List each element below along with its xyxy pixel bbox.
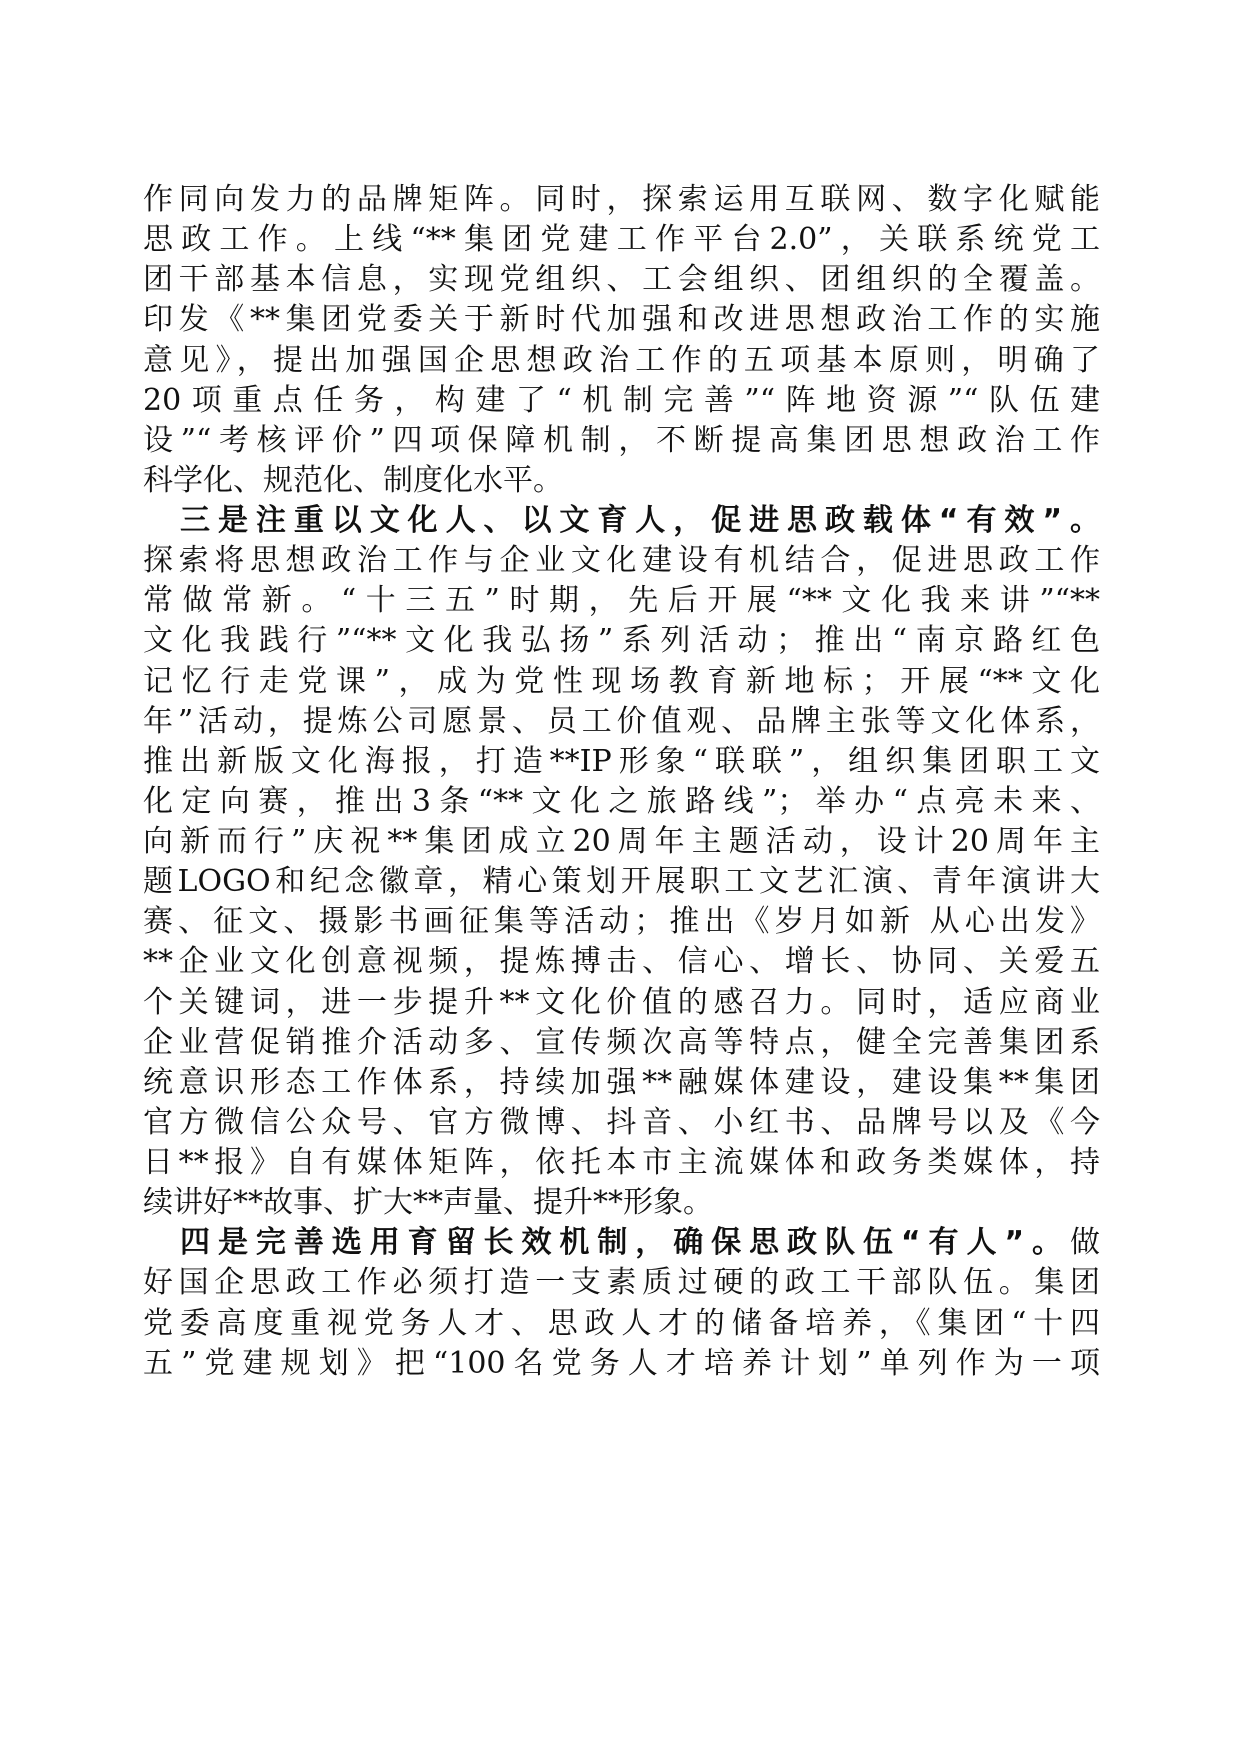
line-text: 文化我践行”“**文化我弘扬”系列活动；推出“南京路红色 bbox=[143, 623, 1100, 659]
line-text: 好国企思政工作必须打造一支素质过硬的政工干部队伍。集团 bbox=[143, 1265, 1100, 1301]
text-line bbox=[143, 662, 1100, 702]
line-text: 五”党建规划》把“100名党务人才培养计划”单列作为一项 bbox=[143, 1345, 1100, 1381]
text-line bbox=[143, 421, 1100, 461]
text-line bbox=[143, 541, 1100, 581]
text-line bbox=[143, 1023, 1100, 1063]
line-text: 党委高度重视党务人才、思政人才的储备培养，《集团“十四 bbox=[143, 1305, 1100, 1341]
text-line bbox=[143, 1304, 1100, 1344]
bold-heading: 四是完善选用育留长效机制，确保思政队伍“有人”。 bbox=[180, 1225, 1070, 1261]
line-text: 年”活动，提炼公司愿景、员工价值观、品牌主张等文化体系， bbox=[143, 703, 1100, 739]
line-text: 探索将思想政治工作与企业文化建设有机结合，促进思政工作 bbox=[143, 543, 1100, 579]
text-line bbox=[143, 942, 1100, 982]
text-line bbox=[143, 742, 1100, 782]
text-line bbox=[143, 1183, 1100, 1223]
text-line bbox=[143, 621, 1100, 661]
line-text: 常做常新。“十三五”时期，先后开展“**文化我来讲”“** bbox=[143, 583, 1100, 619]
text-line bbox=[143, 983, 1100, 1023]
text-line bbox=[143, 260, 1100, 300]
text-line bbox=[143, 1063, 1100, 1103]
text-line bbox=[143, 1143, 1100, 1183]
text-line bbox=[143, 822, 1100, 862]
text-line bbox=[143, 782, 1100, 822]
line-text: 赛、征文、摄影书画征集等活动；推出《岁月如新 从心出发》 bbox=[143, 904, 1100, 940]
text-line bbox=[143, 862, 1100, 902]
text-line bbox=[143, 581, 1100, 621]
line-text: 思政工作。上线“**集团党建工作平台2.0”，关联系统党工 bbox=[143, 222, 1100, 258]
line-text: 题LOGO和纪念徽章，精心策划开展职工文艺汇演、青年演讲大 bbox=[143, 864, 1100, 900]
text-line bbox=[143, 220, 1100, 260]
document-body bbox=[143, 180, 1100, 1384]
line-text: 科学化、规范化、制度化水平。 bbox=[143, 462, 563, 498]
line-text: 印发《**集团党委关于新时代加强和改进思想政治工作的实施 bbox=[143, 302, 1100, 338]
line-text: 官方微信公众号、官方微博、抖音、小红书、品牌号以及《今 bbox=[143, 1104, 1100, 1140]
line-text: 企业营促销推介活动多、宣传频次高等特点，健全完善集团系 bbox=[143, 1024, 1100, 1060]
line-text: 日**报》自有媒体矩阵，依托本市主流媒体和政务类媒体，持 bbox=[143, 1145, 1100, 1180]
text-line bbox=[143, 341, 1100, 381]
line-text: 个关键词，进一步提升**文化价值的感召力。同时，适应商业 bbox=[143, 984, 1100, 1020]
line-text: 团干部基本信息，实现党组织、工会组织、团组织的全覆盖。 bbox=[143, 262, 1100, 298]
line-text: 记忆行走党课”，成为党性现场教育新地标；开展“**文化 bbox=[143, 663, 1100, 699]
line-text: 推出新版文化海报，打造**IP形象“联联”，组织集团职工文 bbox=[143, 743, 1100, 779]
text-line bbox=[143, 1263, 1100, 1303]
text-line bbox=[143, 702, 1100, 742]
line-text: 20项重点任务，构建了“机制完善”“阵地资源”“队伍建 bbox=[143, 382, 1100, 418]
bold-heading: 三是注重以文化人、以文育人，促进思政载体“有效”。 bbox=[180, 503, 1100, 538]
line-text: 续讲好**故事、扩大**声量、提升**形象。 bbox=[143, 1185, 713, 1221]
text-line bbox=[143, 180, 1100, 220]
text-line bbox=[143, 1344, 1100, 1384]
line-text: 统意识形态工作体系，持续加强**融媒体建设，建设集**集团 bbox=[143, 1064, 1100, 1100]
line-text: **企业文化创意视频，提炼搏击、信心、增长、协同、关爱五 bbox=[143, 944, 1100, 980]
line-text: 意见》，提出加强国企思想政治工作的五项基本原则，明确了 bbox=[143, 342, 1100, 378]
section-heading-line bbox=[143, 501, 1100, 541]
text-line bbox=[143, 381, 1100, 421]
line-text: 向新而行”庆祝**集团成立20周年主题活动，设计20周年主 bbox=[143, 824, 1100, 859]
text-line bbox=[143, 300, 1100, 340]
text-line bbox=[143, 902, 1100, 942]
line-text: 做 bbox=[1070, 1225, 1100, 1261]
line-text: 化定向赛，推出3条“**文化之旅路线”；举办“点亮未来、 bbox=[143, 783, 1100, 819]
line-text: 设”“考核评价”四项保障机制，不断提高集团思想政治工作 bbox=[143, 422, 1100, 458]
line-text: 作同向发力的品牌矩阵。同时，探索运用互联网、数字化赋能 bbox=[143, 182, 1100, 217]
text-line bbox=[143, 461, 1100, 501]
text-line bbox=[143, 1103, 1100, 1143]
section-heading-line bbox=[143, 1223, 1100, 1263]
